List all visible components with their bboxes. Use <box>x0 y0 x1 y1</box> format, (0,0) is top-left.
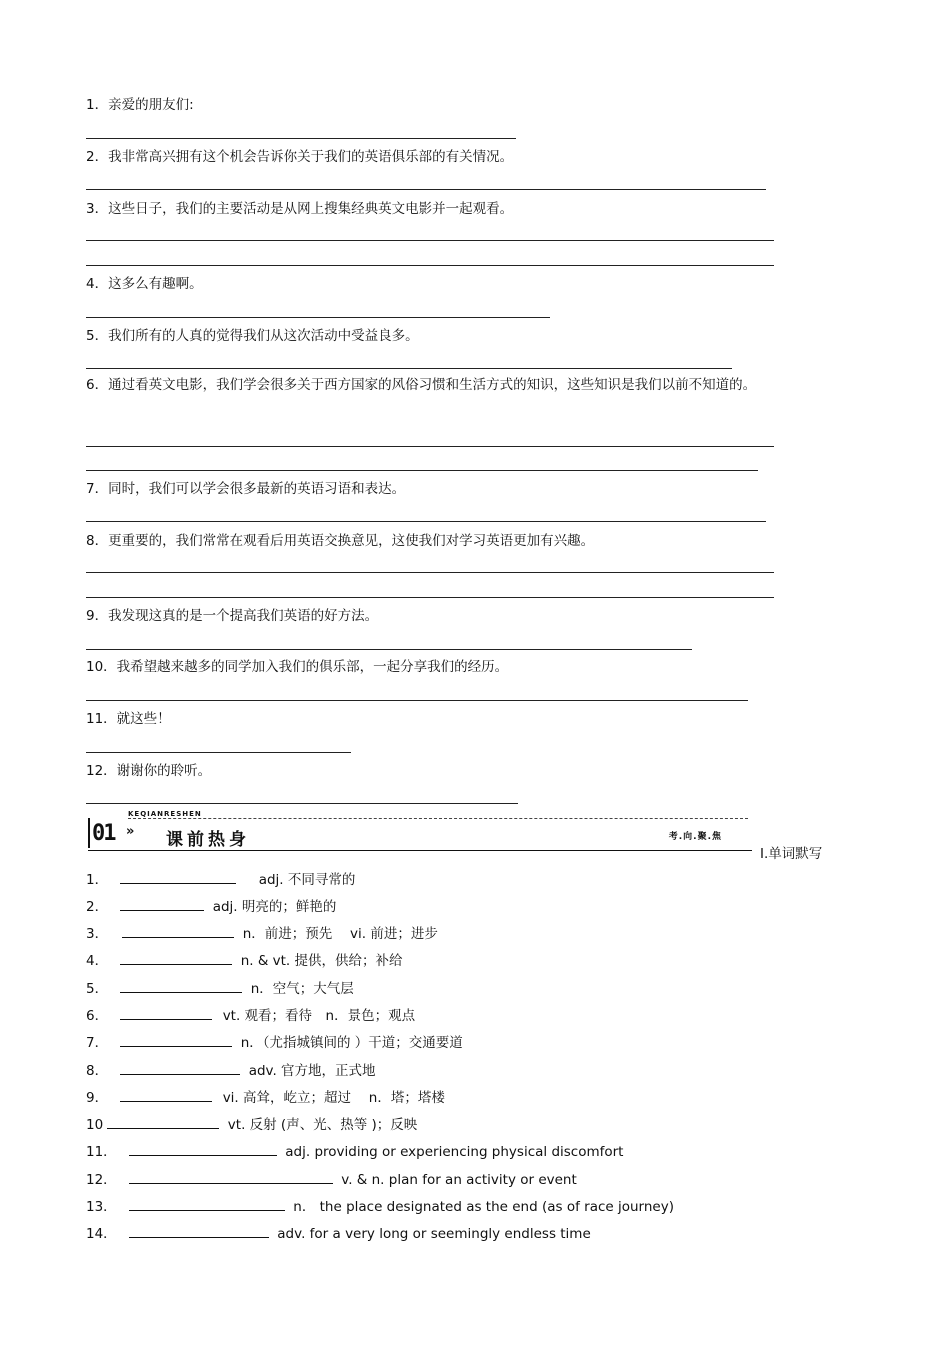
answer-line[interactable] <box>86 752 351 753</box>
vocab-item-8 <box>86 1062 376 1080</box>
vocab-item-6 <box>86 1007 415 1025</box>
vocab-definition: n． the place designated as the end (as of race journey) <box>293 1199 674 1215</box>
answer-line[interactable] <box>86 597 774 598</box>
vocab-item-4 <box>86 952 403 970</box>
vocab-item-12 <box>86 1171 577 1189</box>
vocab-number: 8． <box>86 1063 109 1079</box>
vocab-definition: n．前进；预先 vi. 前进；进步 <box>242 926 438 942</box>
vocab-blank[interactable] <box>120 898 204 911</box>
vocab-item-9 <box>86 1089 445 1107</box>
vocab-number: 9． <box>86 1090 109 1106</box>
vocab-definition: n．（尤指城镇间的 ）干道；交通要道 <box>240 1035 463 1051</box>
vocab-blank[interactable] <box>129 1225 269 1238</box>
vocab-definition: adj. providing or experiencing physical discomfort <box>285 1144 624 1160</box>
vocab-item-1 <box>86 871 355 889</box>
translation-item-2: 2．我非常高兴拥有这个机会告诉你关于我们的英语俱乐部的有关情况。 <box>86 149 514 165</box>
answer-line[interactable] <box>86 446 774 447</box>
translation-item-11: 11．就这些！ <box>86 711 171 727</box>
vocab-definition: vt. 观看；看待 n．景色；观点 <box>222 1008 416 1024</box>
answer-line[interactable] <box>86 572 774 573</box>
vocab-item-2 <box>86 898 336 916</box>
vocab-definition: n．空气；大气层 <box>250 981 354 997</box>
vocab-blank[interactable] <box>129 1143 277 1156</box>
vocab-number: 7． <box>86 1035 109 1051</box>
answer-line[interactable] <box>86 803 518 804</box>
vocab-number: 13． <box>86 1199 117 1215</box>
answer-line[interactable] <box>86 240 774 241</box>
vocab-definition: vt. 反射 (声、光、热等 )；反映 <box>227 1117 418 1133</box>
answer-line[interactable] <box>86 368 732 369</box>
section-title: Ⅰ.单词默写 <box>760 846 823 862</box>
banner-right-tag: 考.向.聚.焦 <box>668 832 722 842</box>
translation-item-12: 12．谢谢你的聆听。 <box>86 763 212 779</box>
translation-item-3: 3．这些日子，我们的主要活动是从网上搜集经典英文电影并一起观看。 <box>86 201 514 217</box>
vocab-definition: v. & n. plan for an activity or event <box>341 1172 577 1188</box>
vocab-number: 11． <box>86 1144 117 1160</box>
vocab-blank[interactable] <box>120 871 236 884</box>
vocab-blank[interactable] <box>129 1198 285 1211</box>
vocab-blank[interactable] <box>120 1062 240 1075</box>
translation-item-4: 4．这多么有趣啊。 <box>86 276 203 292</box>
answer-line[interactable] <box>86 189 766 190</box>
translation-item-8: 8．更重要的，我们常常在观看后用英语交换意见，这使我们对学习英语更加有兴趣。 <box>86 533 595 549</box>
banner-number: 01 <box>92 821 115 846</box>
answer-line[interactable] <box>86 700 748 701</box>
vocab-item-13 <box>86 1198 674 1216</box>
vocab-definition: n. & vt. 提供，供给；补给 <box>240 953 403 969</box>
vocab-definition: adj. 不同寻常的 <box>258 872 356 888</box>
translation-item-6: 6．通过看英文电影，我们学会很多关于西方国家的风俗习惯和生活方式的知识，这些知识是我们以前不知道的。 <box>86 377 757 393</box>
translation-item-1: 1．亲爱的朋友们: <box>86 97 194 113</box>
vocab-item-7 <box>86 1034 463 1052</box>
banner-dashed-rule <box>128 818 748 819</box>
answer-line[interactable] <box>86 317 550 318</box>
vocab-blank[interactable] <box>120 980 242 993</box>
vocab-item-3 <box>86 925 438 943</box>
vocab-definition: adj. 明亮的；鲜艳的 <box>212 899 337 915</box>
double-arrow-icon: » <box>126 824 135 839</box>
vocab-number: 12． <box>86 1172 117 1188</box>
vocab-number: 10 <box>86 1117 104 1133</box>
banner-title: 课前热身 <box>166 830 250 850</box>
vocab-blank[interactable] <box>107 1116 219 1129</box>
vocab-item-14 <box>86 1225 591 1243</box>
vocab-number: 2． <box>86 899 109 915</box>
vocab-item-10 <box>86 1116 417 1134</box>
vocab-blank[interactable] <box>120 1007 212 1020</box>
vocab-number: 6． <box>86 1008 109 1024</box>
answer-line[interactable] <box>86 649 692 650</box>
vocab-number: 14． <box>86 1226 117 1242</box>
vocab-blank[interactable] <box>129 1171 333 1184</box>
translation-item-5: 5．我们所有的人真的觉得我们从这次活动中受益良多。 <box>86 328 419 344</box>
vocab-number: 1． <box>86 872 109 888</box>
vocab-number: 4． <box>86 953 109 969</box>
vocab-item-11 <box>86 1143 623 1161</box>
translation-item-10: 10．我希望越来越多的同学加入我们的俱乐部，一起分享我们的经历。 <box>86 659 509 675</box>
vocab-blank[interactable] <box>120 1089 212 1102</box>
vocab-definition: adv. for a very long or seemingly endless time <box>277 1226 591 1242</box>
vocab-number: 3． <box>86 926 109 942</box>
vocab-definition: adv. 官方地，正式地 <box>248 1063 376 1079</box>
answer-line[interactable] <box>86 138 516 139</box>
vocab-blank[interactable] <box>122 925 234 938</box>
vocab-number: 5． <box>86 981 109 997</box>
translation-item-7: 7．同时，我们可以学会很多最新的英语习语和表达。 <box>86 481 406 497</box>
vocab-definition: vi. 高耸，屹立；超过 n．塔；塔楼 <box>222 1090 445 1106</box>
section-banner <box>88 810 752 852</box>
translation-item-9: 9．我发现这真的是一个提高我们英语的好方法。 <box>86 608 379 624</box>
answer-line[interactable] <box>86 470 758 471</box>
vocab-blank[interactable] <box>120 952 232 965</box>
banner-pinyin: KEQIANRESHEN <box>128 810 202 818</box>
answer-line[interactable] <box>86 265 774 266</box>
vocab-blank[interactable] <box>120 1034 232 1047</box>
banner-solid-rule <box>88 850 752 851</box>
answer-line[interactable] <box>86 521 766 522</box>
vocab-item-5 <box>86 980 354 998</box>
